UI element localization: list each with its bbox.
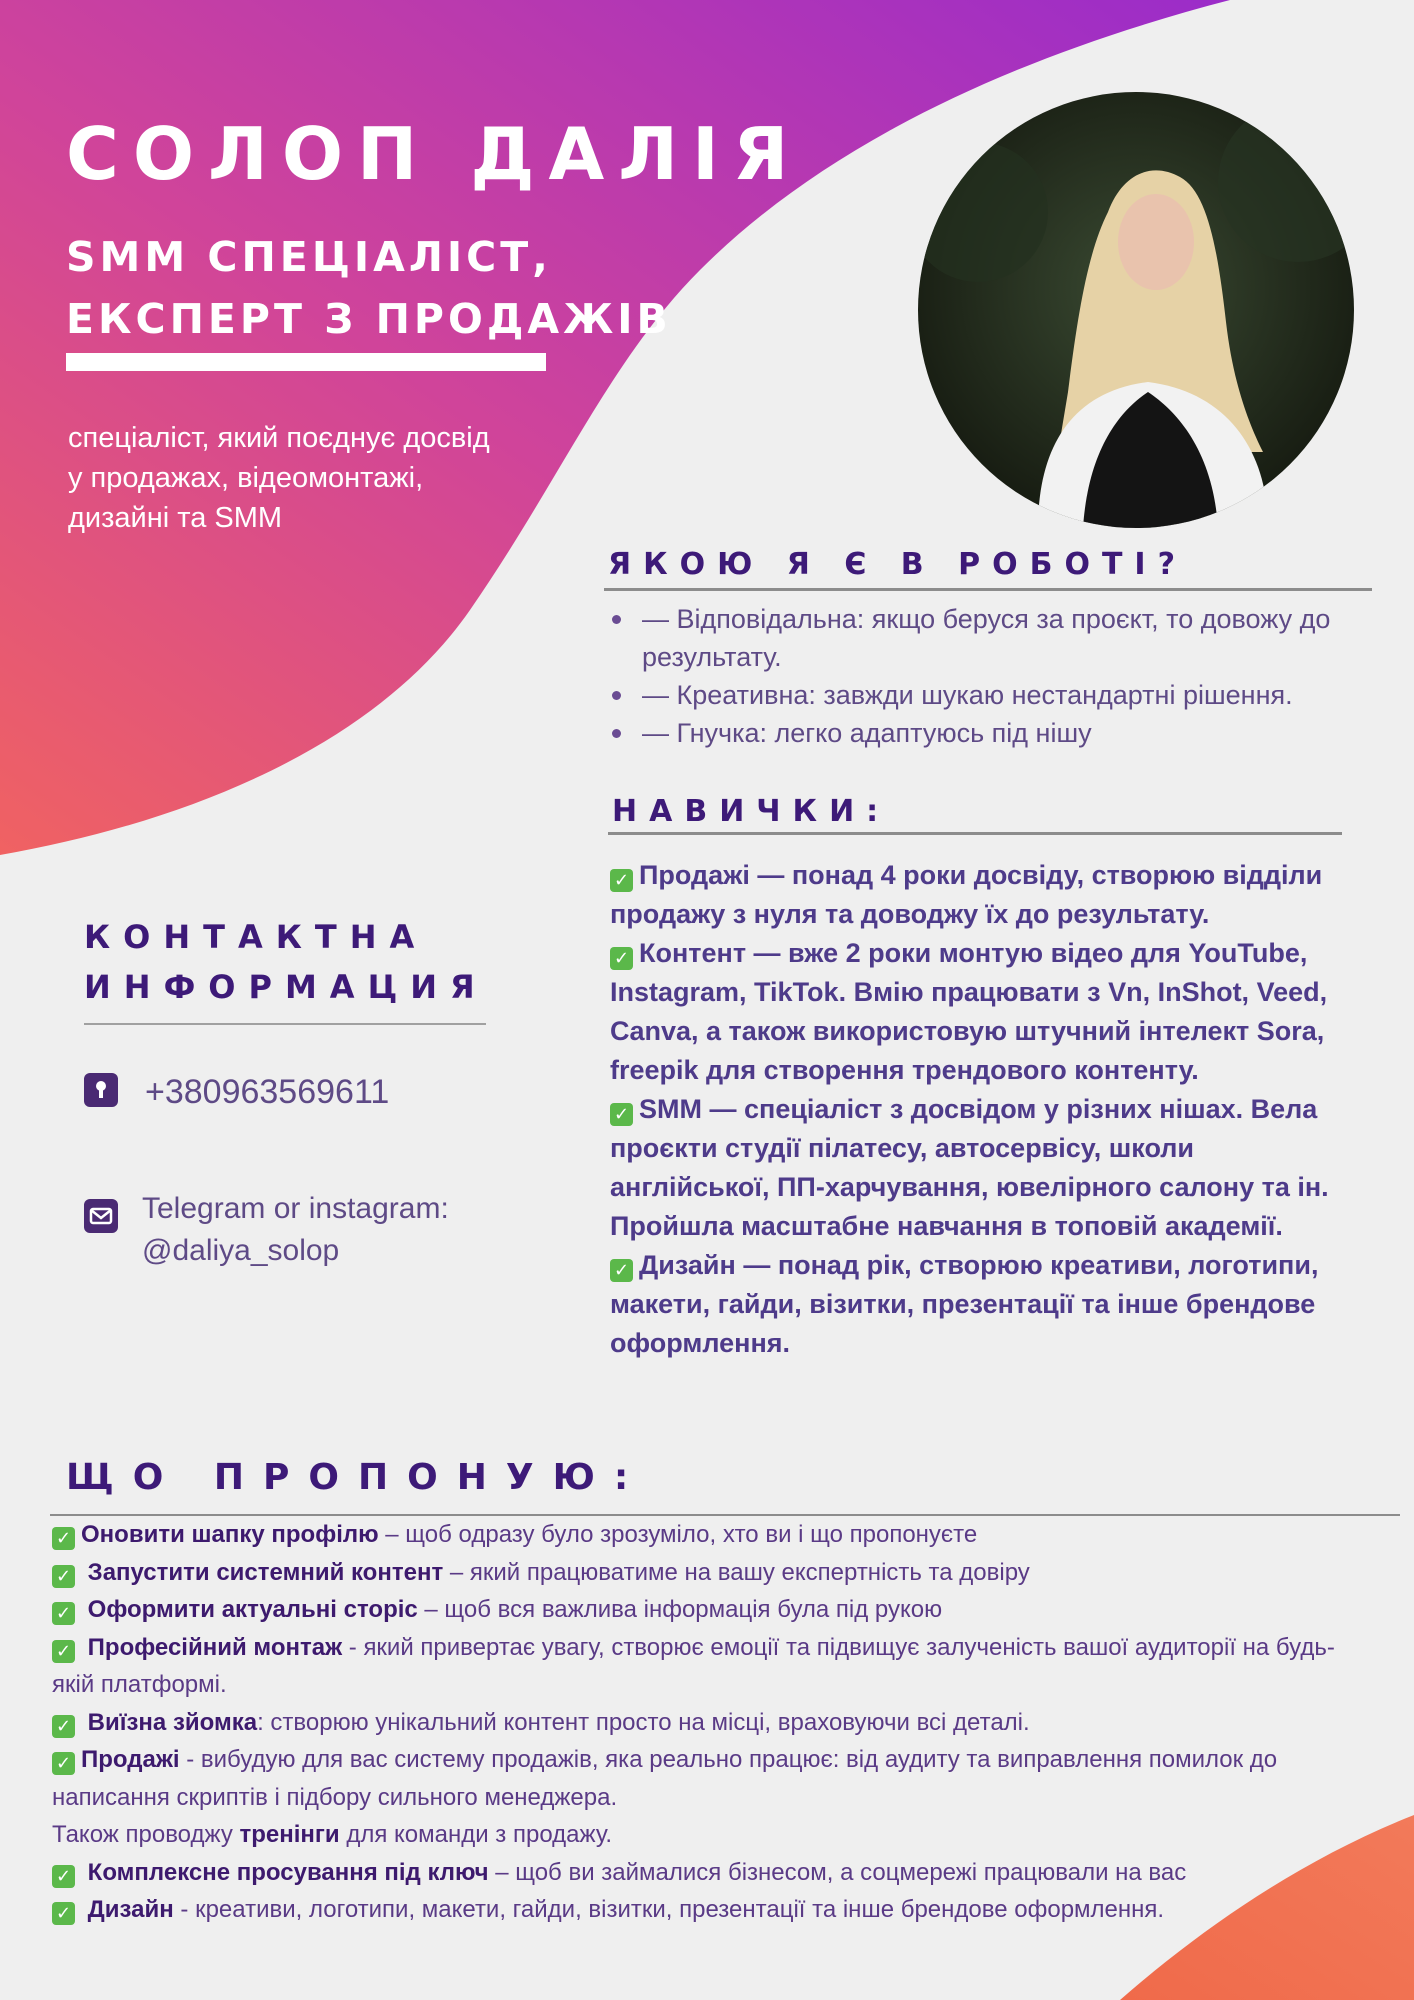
check-box-icon: ✓ (610, 947, 633, 970)
check-box-icon: ✓ (52, 1565, 75, 1588)
check-box-icon: ✓ (52, 1527, 75, 1550)
list-item: ✓ Дизайн - креативи, логотипи, макети, гайди, візитки, презентації та інше брендове оформлення. (52, 1891, 1352, 1929)
title-underline-bar (66, 353, 546, 371)
check-box-icon: ✓ (52, 1640, 75, 1663)
list-item: — Креативна: завжди шукаю нестандартні рішення. (612, 676, 1332, 714)
list-item: ✓ Продажі — понад 4 роки досвіду, створюю відділи продажу з нуля та доводжу їх до результату. (610, 860, 1323, 929)
social-handle[interactable]: @daliya_solop (142, 1234, 340, 1267)
list-item: ✓ Продажі - вибудую для вас систему продажів, яка реально працює: від аудиту та виправлення помилок до написання скриптів і підбору сильного менеджера. (52, 1746, 1278, 1811)
job-title-line-1: SMM СПЕЦІАЛІСТ, (66, 233, 552, 281)
work-style-list (612, 600, 1332, 752)
profile-photo (918, 92, 1354, 528)
mail-icon (84, 1199, 118, 1233)
contact-title-line-2: ИНФОРМАЦИЯ (84, 968, 488, 1006)
list-item: ✓ Запустити системний контент – який працюватиме на вашу експертність та довіру (52, 1554, 1352, 1592)
social-label: Telegram or instagram: (142, 1192, 449, 1225)
divider (604, 588, 1372, 591)
check-box-icon: ✓ (610, 1103, 633, 1126)
check-box-icon: ✓ (52, 1602, 75, 1625)
list-item: ✓ Комплексне просування під ключ – щоб ви займалися бізнесом, а соцмережі працювали на вас (52, 1854, 1352, 1892)
check-box-icon: ✓ (52, 1865, 75, 1888)
divider (84, 1023, 486, 1025)
list-item: ✓ Контент — вже 2 роки монтую відео для YouTube, Instagram, TikTok. Вмію працювати з Vn, InShot, Veed, Canva, а також використовую штучний інтелект Sora, freepik для створення трендового контенту. (610, 938, 1328, 1085)
check-box-icon: ✓ (610, 869, 633, 892)
list-item: ✓ Виїзна зйомка: створюю унікальний контент просто на місці, враховуючи всі деталі. (52, 1704, 1352, 1742)
training-note: Також проводжу тренінги для команди з продажу. (52, 1821, 613, 1848)
work-style-title: ЯКОЮ Я Є В РОБОТІ? (608, 547, 1187, 582)
list-item: ✓ Професійний монтаж - який привертає увагу, створює емоції та підвищує залученість вашої аудиторії на будь-якій платформі. (52, 1633, 1335, 1698)
offers-title: ЩО ПРОПОНУЮ: (66, 1457, 648, 1498)
job-title-line-2: ЕКСПЕРТ З ПРОДАЖІВ (66, 295, 672, 343)
check-box-icon: ✓ (52, 1715, 75, 1738)
list-item: ✓ Оновити шапку профілю – щоб одразу було зрозуміло, хто ви і що пропонуєте (52, 1516, 1352, 1554)
page-title: СОЛОП ДАЛІЯ (66, 112, 803, 196)
phone-icon (84, 1073, 118, 1107)
list-item: ✓ Дизайн — понад рік, створюю креативи, логотипи, макети, гайди, візитки, презентації та інше брендове оформлення. (610, 1250, 1319, 1358)
list-item: — Гнучка: легко адаптуюсь під нішу (612, 714, 1332, 752)
phone-number[interactable]: +380963569611 (145, 1073, 390, 1111)
contact-title-line-1: КОНТАКТНА (84, 918, 428, 956)
divider (608, 832, 1342, 835)
check-box-icon: ✓ (52, 1902, 75, 1925)
job-title (66, 226, 672, 350)
offers-list (52, 1516, 1352, 1929)
list-item: — Відповідальна: якщо беруся за проєкт, то довожу до результату. (612, 600, 1332, 676)
check-box-icon: ✓ (610, 1259, 633, 1282)
contact-title (84, 912, 488, 1012)
skills-list (610, 856, 1340, 1363)
portrait-illustration (918, 92, 1354, 528)
list-item: ✓ Оформити актуальні сторіс – щоб вся важлива інформація була під рукою (52, 1591, 1352, 1629)
check-box-icon: ✓ (52, 1752, 75, 1775)
tagline: спеціаліст, який поєднує досвід у продажах, відеомонтажі, дизайні та SMM (68, 422, 490, 534)
skills-title: НАВИЧКИ: (612, 794, 891, 829)
social-contact[interactable] (142, 1188, 449, 1272)
list-item: ✓ SMM — спеціаліст з досвідом у різних нішах. Вела проєкти студії пілатесу, автосервісу, школи англійської, ПП-харчування, ювелірного салону та ін. Пройшла масштабне навчання в топовій академії. (610, 1094, 1329, 1241)
